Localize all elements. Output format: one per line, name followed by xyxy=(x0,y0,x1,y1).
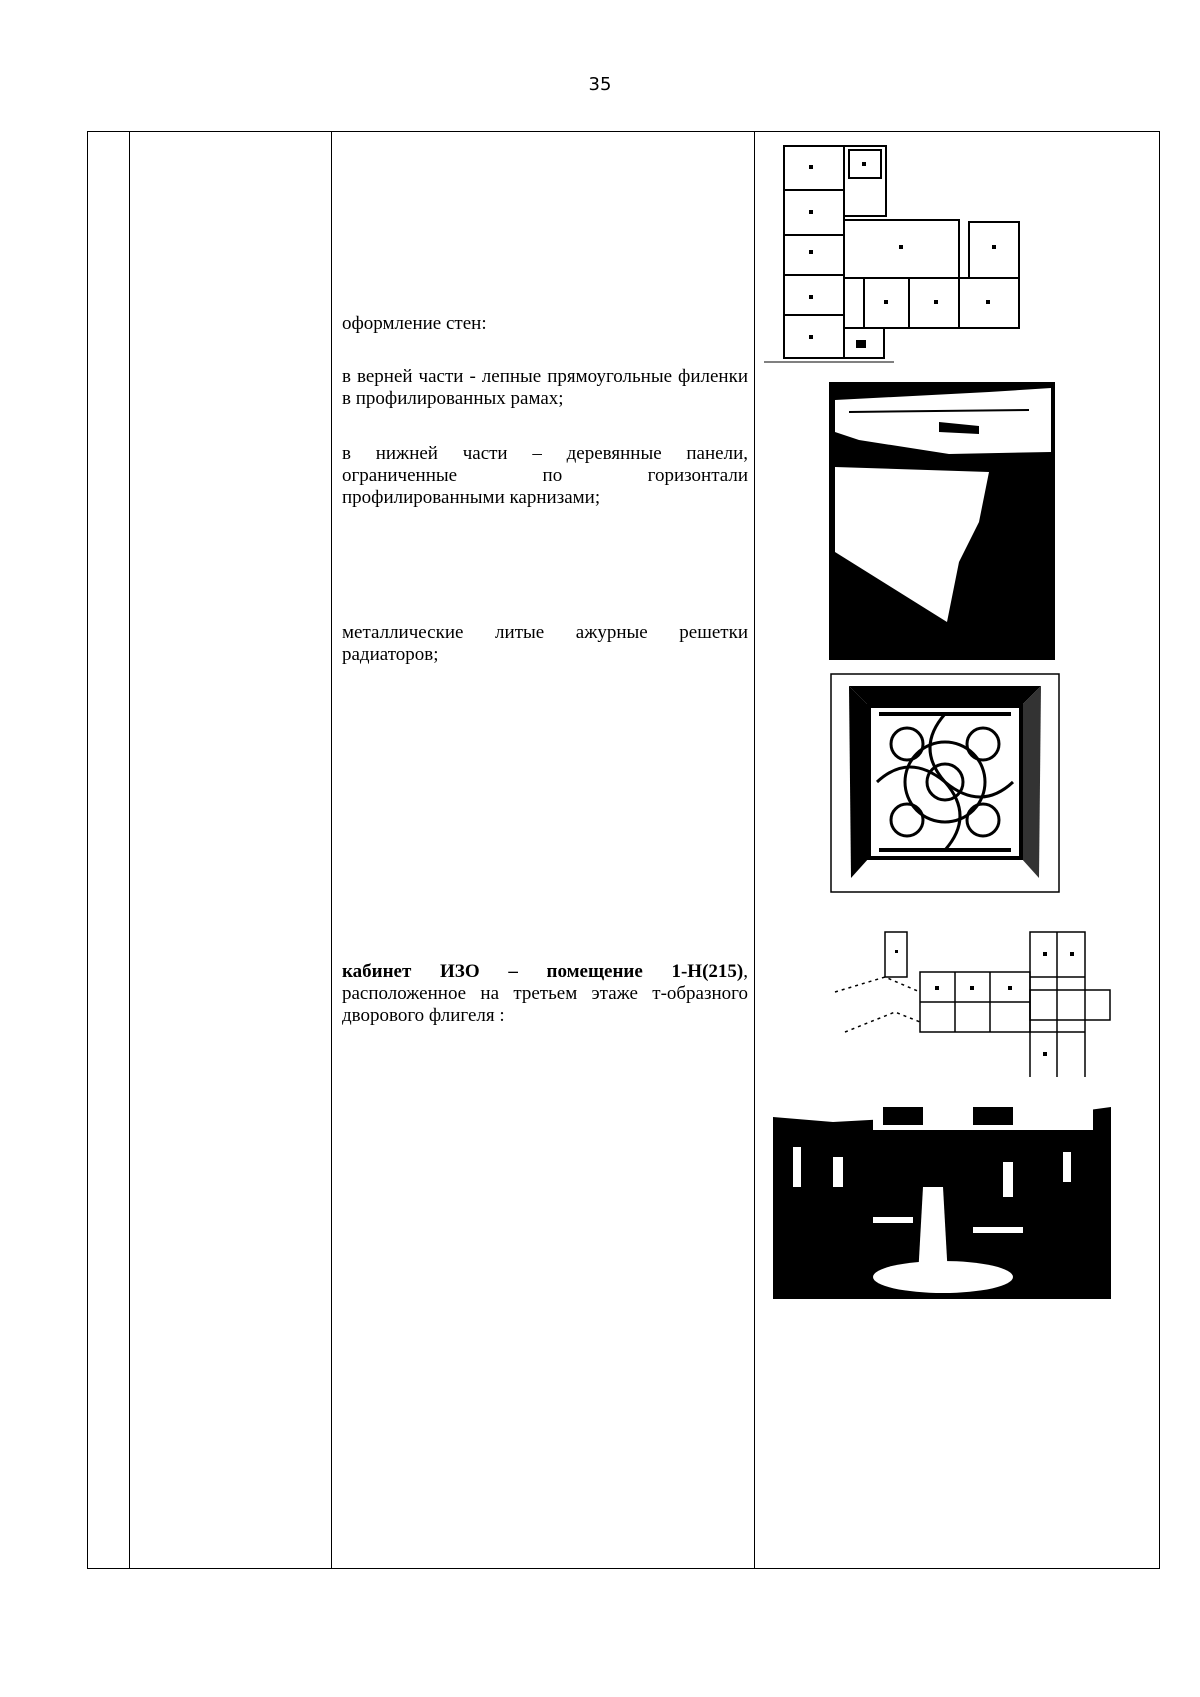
lower-part-text xyxy=(342,443,748,509)
lower-part-line-1: в нижней части – деревянные панели, xyxy=(342,443,748,464)
lower-part-line-3: профилированными карнизами; xyxy=(342,487,601,508)
floor-plan-2-image xyxy=(825,922,1115,1087)
classroom-photo-image xyxy=(773,1077,1111,1311)
wall-photo-image xyxy=(829,382,1055,660)
radiator-grille-text: металлические литые ажурные решетки радиаторов; xyxy=(342,622,748,665)
document-table xyxy=(87,131,1160,1569)
radiator-grille-image xyxy=(829,672,1061,897)
art-room-text xyxy=(342,961,748,1027)
page-number: 35 xyxy=(588,74,612,95)
column-divider xyxy=(129,132,130,1568)
art-room-title: кабинет ИЗО – помещение 1-Н(215) xyxy=(342,961,744,982)
wall-decoration-heading: оформление стен: xyxy=(342,313,487,334)
images-cell xyxy=(755,132,1159,1568)
upper-part-text: в верней части - лепные прямоугольные филенки в профилированных рамах; xyxy=(342,366,748,409)
lower-part-line-2: ограниченные по горизонтали xyxy=(342,465,748,486)
description-cell xyxy=(332,132,754,1568)
floor-plan-1-image xyxy=(764,140,1024,373)
art-room-location: , расположенное на третьем этаже т-образного дворового флигеля : xyxy=(342,961,748,1026)
